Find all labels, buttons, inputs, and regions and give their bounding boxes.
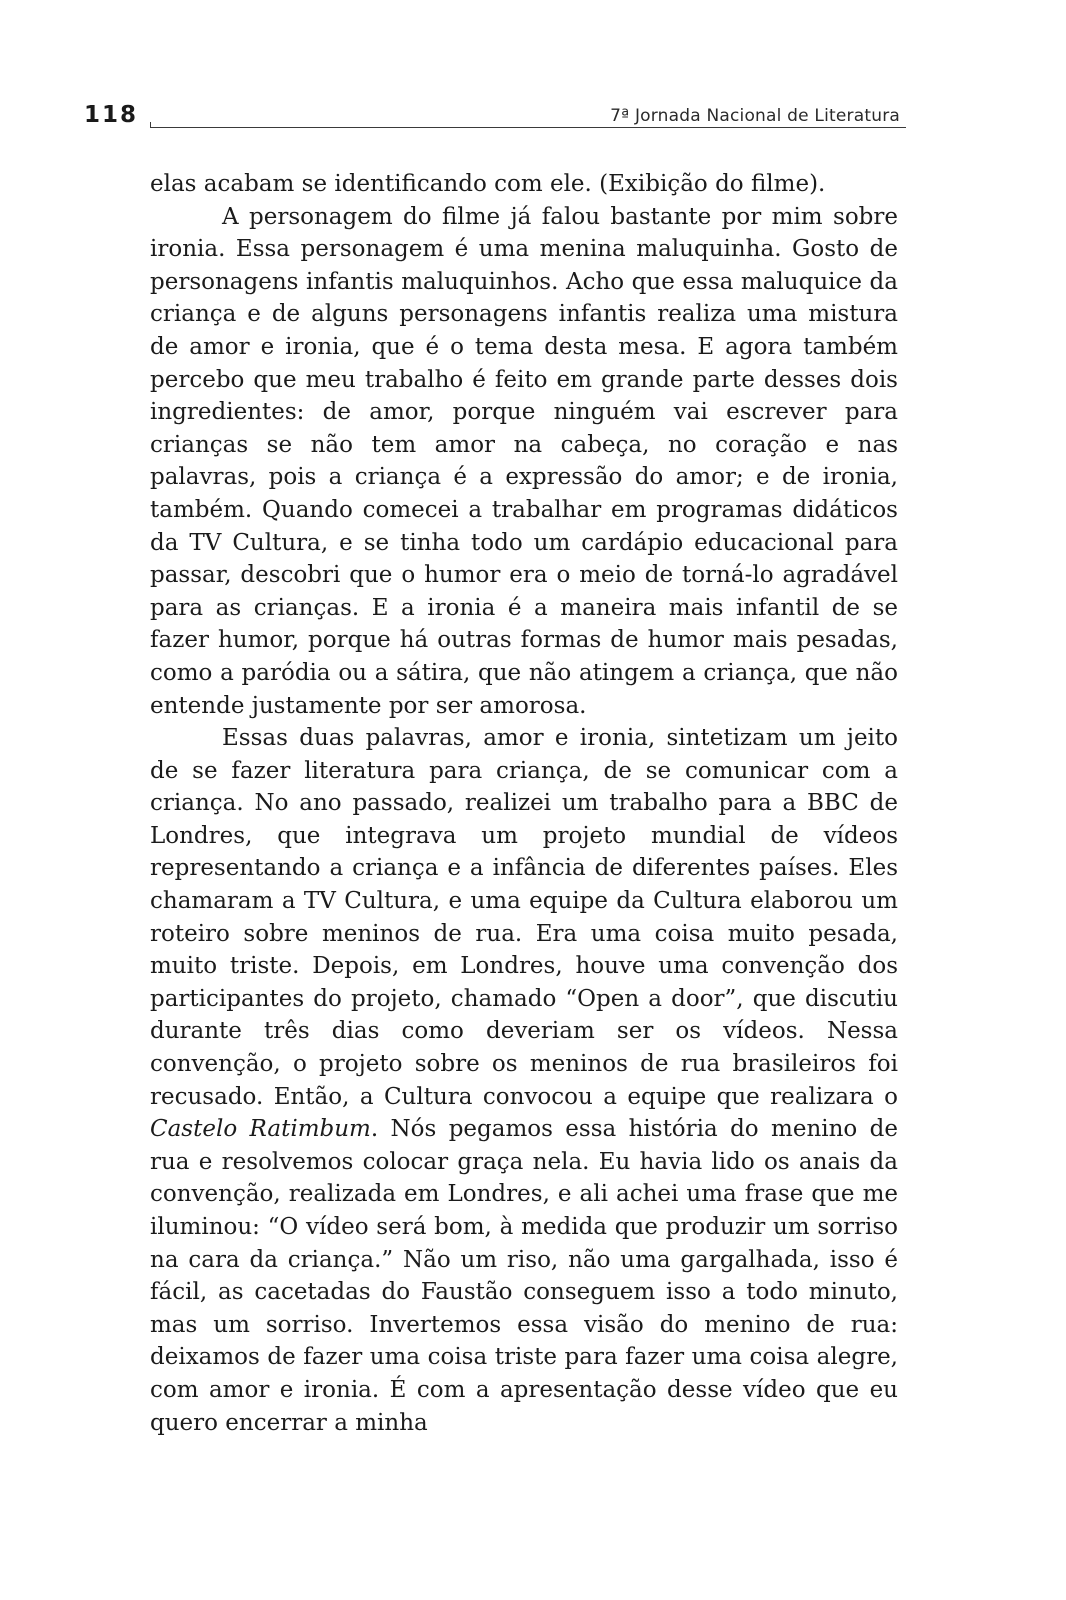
paragraph-1: elas acabam se identificando com ele. (Exibição do filme). — [150, 171, 826, 197]
page-number: 118 — [84, 102, 139, 128]
paragraph-3-text-b: . Nós pegamos essa história do menino de rua e resolvemos colocar graça nela. Eu havia lido os anais da convenção, realizada em Londres, e ali achei uma frase que me iluminou: “O vídeo será bom, à medida que produzir um sorriso na cara da criança.” Não um riso, não uma gargalhada, isso é fácil, as cacetadas do Faustão conseguem isso a todo minuto, mas um sorriso. Invertemos essa visão do menino de rua: deixamos de fazer uma coisa triste para fazer uma coisa alegre, com amor e ironia. É com a apresentação desse vídeo que eu quero encerrar a minha — [150, 1116, 898, 1436]
paragraph-3-text-a: Essas duas palavras, amor e ironia, sintetizam um jeito de se fazer literatura para criança, de se comunicar com a criança. No ano passado, realizei um trabalho para a BBC de Londres, que integrava um projeto mundial de vídeos representando a criança e a infância de diferentes países. Eles chamaram a TV Cultura, e uma equipe da Cultura elaborou um roteiro sobre meninos de rua. Era uma coisa muito pesada, muito triste. Depois, em Londres, houve uma convenção dos participantes do projeto, chamado “Open a door”, que discutiu durante três dias como deveriam ser os vídeos. Nessa convenção, o projeto sobre os meninos de rua brasileiros foi recusado. Então, a Cultura convocou a equipe que realizara o — [150, 725, 898, 1110]
paragraph-2: A personagem do filme já falou bastante por mim sobre ironia. Essa personagem é uma menina maluquinha. Gosto de personagens infantis maluquinhos. Acho que essa maluquice da criança e de alguns personagens infantis realiza uma mistura de amor e ironia, que é o tema desta mesa. E agora também percebo que meu trabalho é feito em grande parte desses dois ingredientes: de amor, porque ninguém vai escrever para crianças se não tem amor na cabeça, no coração e nas palavras, pois a criança é a expressão do amor; e de ironia, também. Quando comecei a trabalhar em programas didáticos da TV Cultura, e se tinha todo um cardápio educacional para passar, descobri que o humor era o meio de torná-lo agradável para as crianças. E a ironia é a maneira mais infantil de se fazer humor, porque há outras formas de humor mais pesadas, como a paródia ou a sátira, que não atingem a criança, que não entende justamente por ser amorosa. — [150, 203, 898, 719]
header-rule — [150, 127, 906, 128]
running-title: 7ª Jornada Nacional de Literatura — [610, 106, 900, 126]
paragraph-3-italic-title: Castelo Ratimbum — [150, 1116, 371, 1143]
body-text — [150, 168, 898, 1439]
paragraph-3 — [150, 722, 898, 1439]
page-header — [84, 96, 906, 128]
